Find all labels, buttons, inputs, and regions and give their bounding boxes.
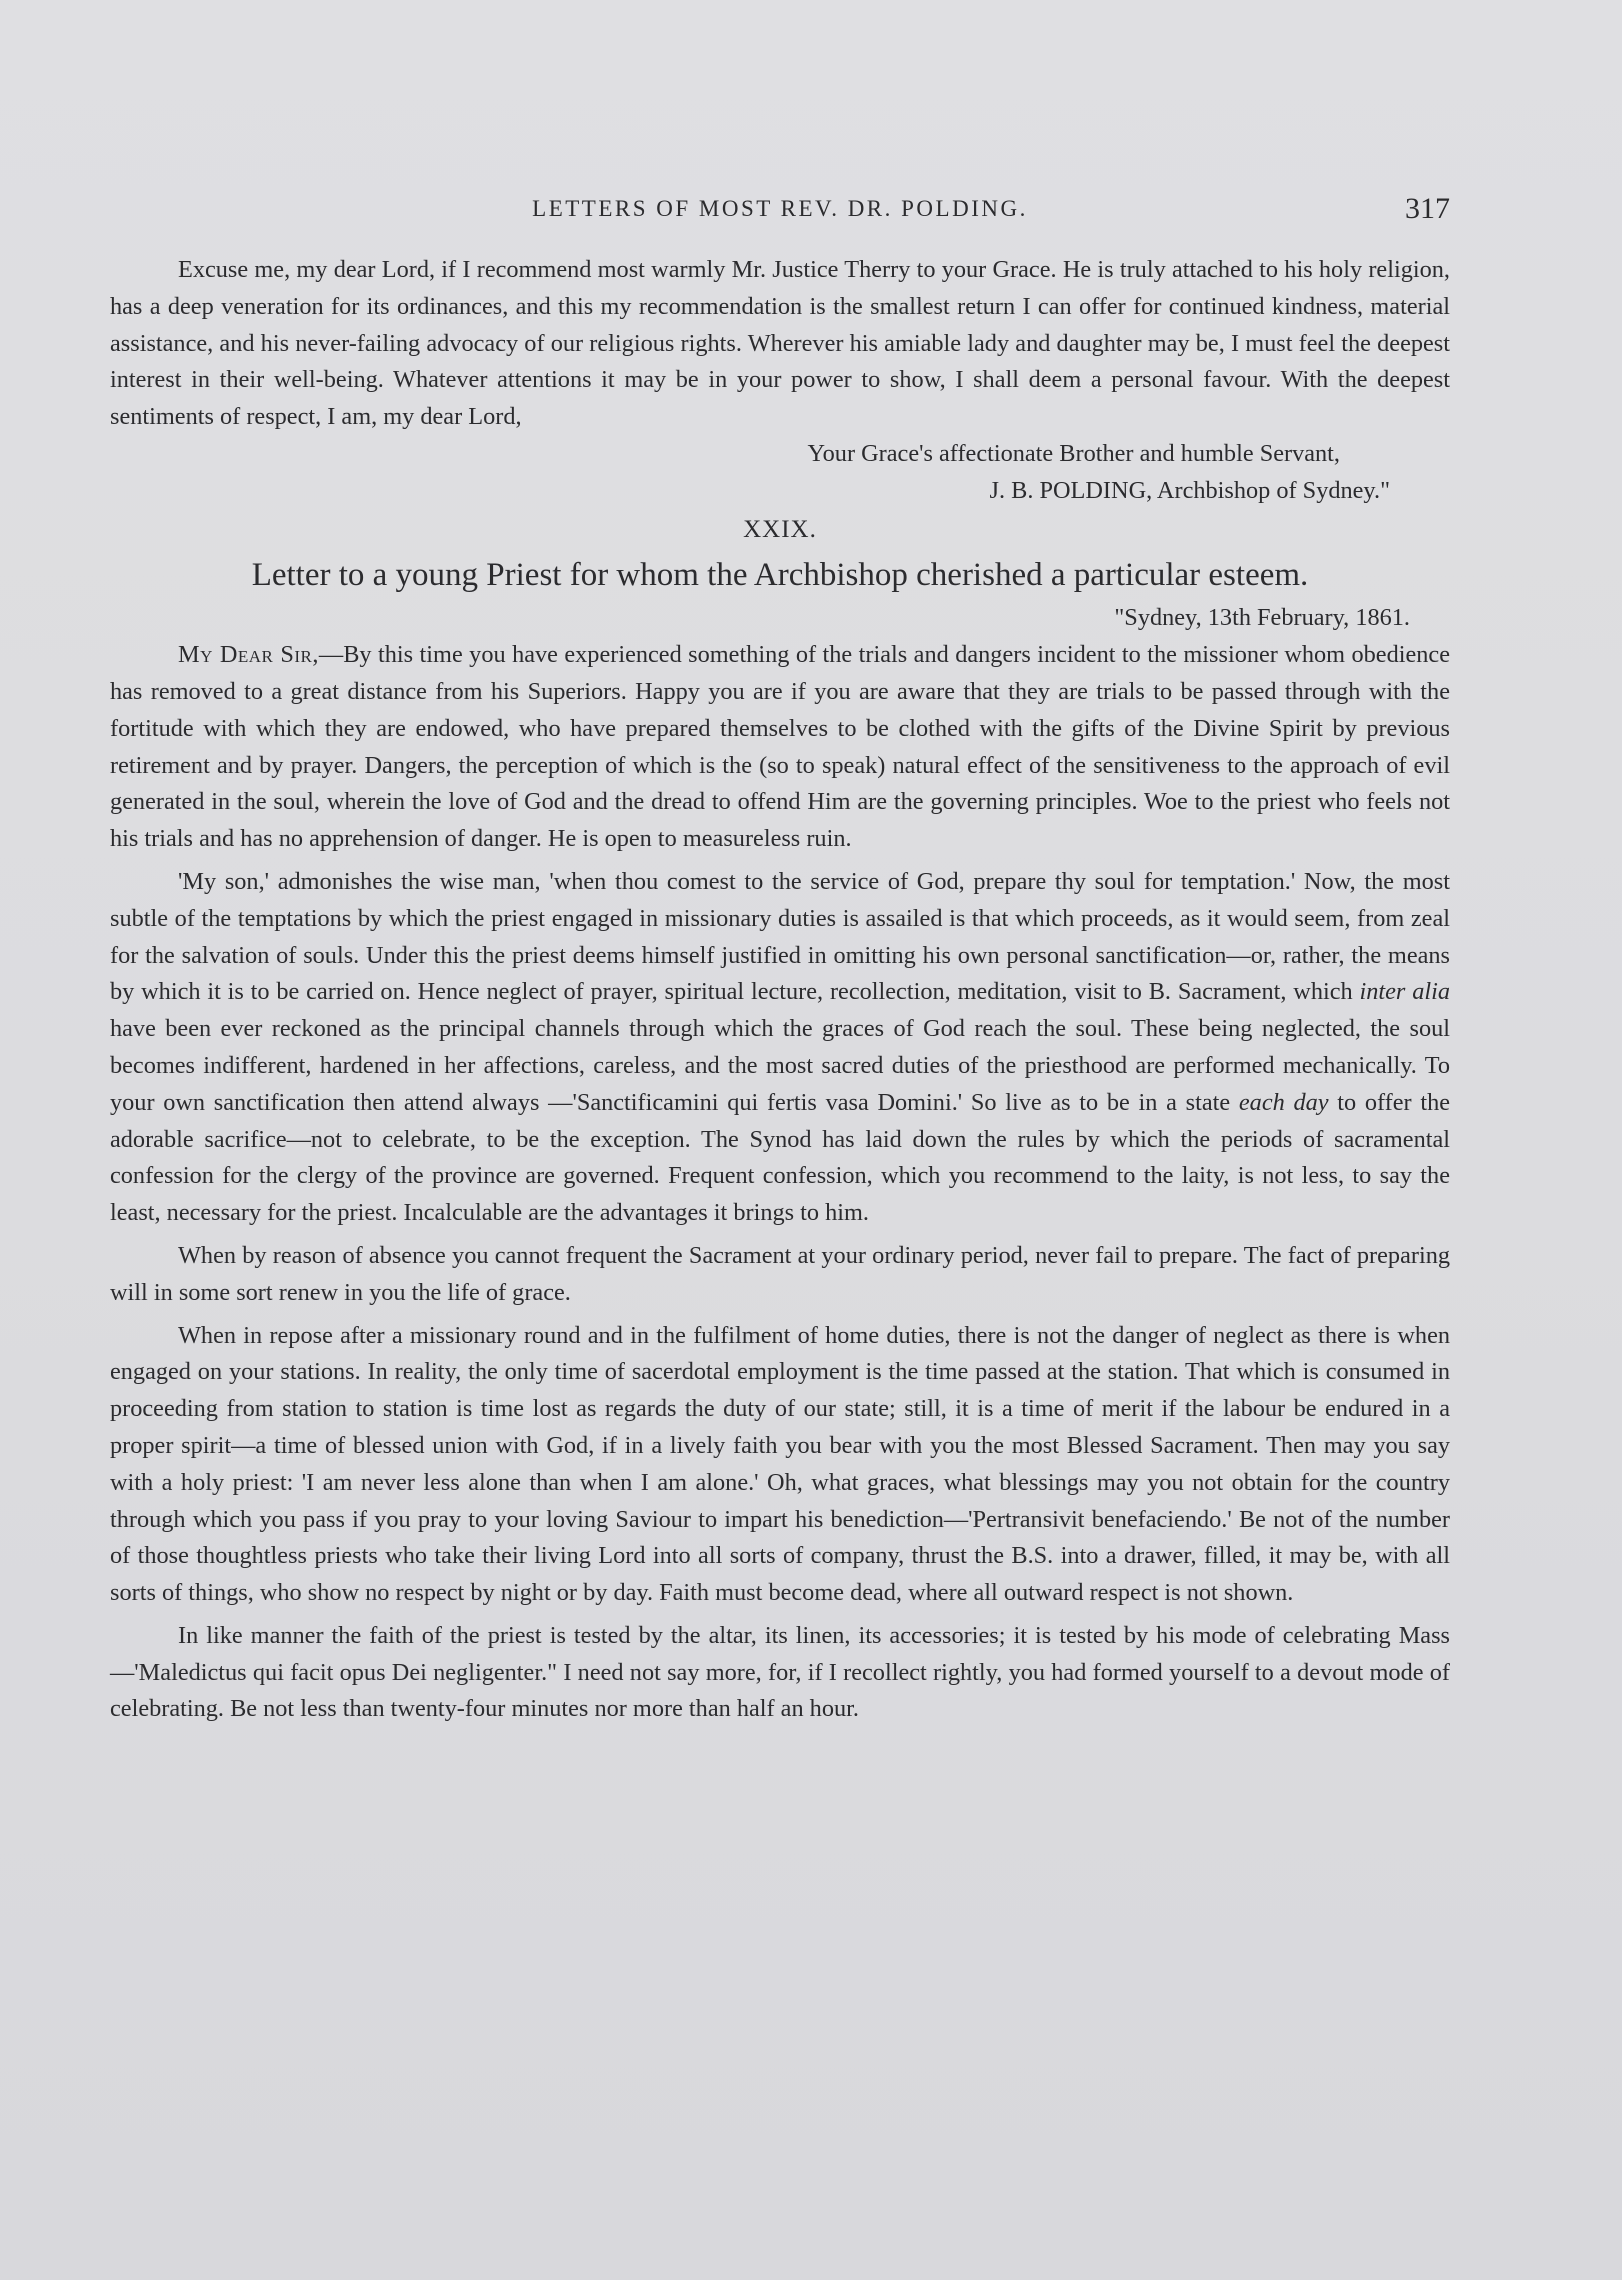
paragraph-2-part-2: have been ever reckoned as the principal channels through which the graces of God reach the soul. These being neglected, the soul becomes indifferent, hardened in her affections, careless, and the most sacred duties of the priesthood are performed mechanically. To your own sanctification then attend always —'Sanctificamini qui fertis vasa Domini.' So live as to be in a state	[110, 1015, 1450, 1116]
paragraph-1	[110, 637, 1450, 858]
letter-closing: Your Grace's affectionate Brother and humble Servant,	[807, 439, 1340, 467]
paragraph-3: When by reason of absence you cannot frequent the Sacrament at your ordinary period, never fail to prepare. The fact of preparing will in some sort renew in you the life of grace.	[110, 1241, 1450, 1306]
salutation: My Dear Sir,	[178, 641, 319, 669]
paragraph-2-part-1: 'My son,' admonishes the wise man, 'when thou comest to the service of God, prepare thy soul for temptation.' Now, the most subtle of the temptations by which the priest engaged in missionary duties is assailed is that which proceeds, as it would seem, from zeal for the salvation of souls. Under this the priest deems himself justified in omitting his own personal sanctification—or, rather, the means by which it is to be carried on. Hence neglect of prayer, spiritual lecture, recollection, meditation, visit to B. Sacrament, which	[110, 867, 1450, 1006]
running-title: LETTERS OF MOST REV. DR. POLDING.	[532, 196, 1028, 221]
paragraph-2	[110, 864, 1450, 1232]
paragraph-1-text: —By this time you have experienced something of the trials and dangers incident to the missioner whom obedience has removed to a great distance from his Superiors. Happy you are if you are aware that they are trials to be passed through with the fortitude with which they are endowed, who have prepared themselves to be clothed with the gifts of the Divine Spirit by previous retirement and by prayer. Dangers, the perception of which is the (so to speak) natural effect of the sensitiveness to the approach of evil generated in the soul, wherein the love of God and the dread to offend Him are the governing principles. Woe to the priest who feels not his trials and has no apprehension of danger. He is open to measureless ruin.	[110, 641, 1450, 853]
paragraph-4: When in repose after a missionary round and in the fulfilment of home duties, there is not the danger of neglect as there is when engaged on your stations. In reality, the only time of sacerdotal employment is the time passed at the station. That which is consumed in proceeding from station to station is time lost as regards the duty of our state; still, it is a time of merit if the labour be endured in a proper spirit—a time of blessed union with God, if in a lively faith you bear with you the most Blessed Sacrament. Then may you say with a holy priest: 'I am never less alone than when I am alone.' Oh, what graces, what blessings may you not obtain for the country through which you pass if you pray to your loving Saviour to impart his benediction—'Pertransivit benefaciendo.' Be not of the number of those thoughtless priests who take their living Lord into all sorts of company, thrust the B.S. into a drawer, filled, it may be, with all sorts of things, who show no respect by night or by day. Faith must become dead, where all outward respect is not shown.	[110, 1321, 1450, 1607]
section-number: XXIX.	[743, 515, 817, 543]
each-day-italic: each day	[1238, 1088, 1329, 1116]
letter-dateline: "Sydney, 13th February, 1861.	[1114, 604, 1410, 632]
first-letter-paragraph: Excuse me, my dear Lord, if I recommend most warmly Mr. Justice Therry to your Grace. He is truly attached to his holy religion, has a deep veneration for its ordinances, and this my recommendation is the smallest return I can offer for continued kindness, material assistance, and his never-failing advocacy of our religious rights. Wherever his amiable lady and daughter may be, I must feel the deepest interest in their well-being. Whatever attentions it may be in your power to show, I shall deem a personal favour. With the deepest sentiments of respect, I am, my dear Lord,	[110, 256, 1450, 431]
running-head	[110, 192, 1450, 232]
letter-heading: Letter to a young Priest for whom the Archbishop cherished a particular esteem.	[251, 557, 1309, 594]
paragraph-5: In like manner the faith of the priest is tested by the altar, its linen, its accessories; it is tested by his mode of celebrating Mass—'Maledictus qui facit opus Dei negligenter." I need not say more, for, if I recollect rightly, you had formed yourself to a devout mode of celebrating. Be not less than twenty-four minutes nor more than half an hour.	[110, 1621, 1450, 1723]
inter-alia-italic: inter alia	[1359, 978, 1450, 1006]
paragraph-2-part-3: to offer the adorable sacrifice—not to celebrate, to be the exception. The Synod has laid down the rules by which the periods of sacramental confession for the clergy of the province are governed. Frequent confession, which you recommend to the laity, is not less, to say the least, necessary for the priest. Incalculable are the advantages it brings to him.	[110, 1088, 1451, 1227]
page-number: 317	[1405, 192, 1450, 225]
body-text	[110, 252, 1450, 1728]
letter-signature: J. B. POLDING, Archbishop of Sydney."	[989, 476, 1390, 504]
